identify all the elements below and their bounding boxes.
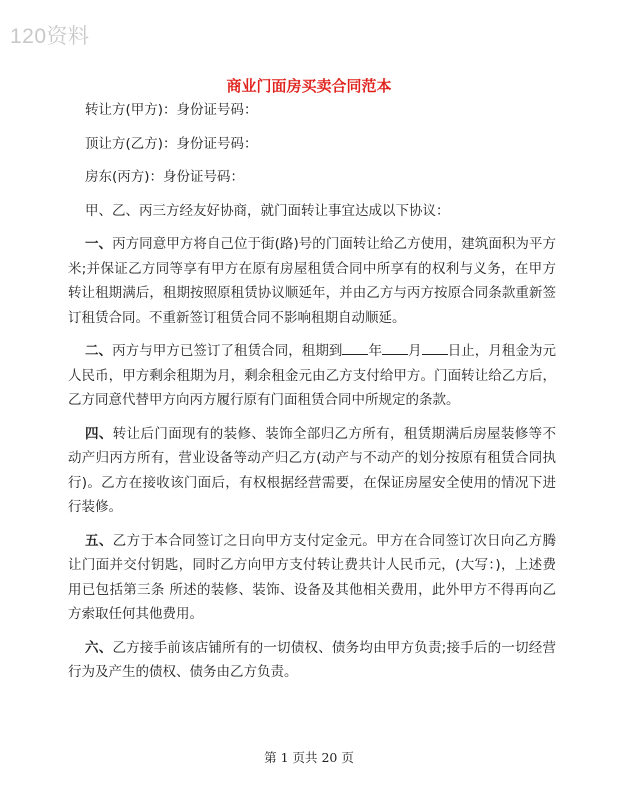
blank-year	[342, 340, 368, 355]
page-footer: 第 1 页共 20 页	[264, 750, 354, 765]
clause-4-text: 转让后门面现有的装修、装饰全部归乙方所有，租赁期满后房屋装修等不动产归丙方所有，营业设备等动产归乙方(动产与不动产的划分按原有租赁合同执行)。乙方在接收该门面后，有权根据经营需要，在保证房屋安全使用的情况下进行装修。	[68, 425, 557, 515]
clause-2-number: 二、	[85, 343, 113, 359]
clause-6	[68, 636, 556, 685]
clause-2	[68, 339, 556, 413]
blank-month	[382, 340, 408, 355]
clause-2-text-b: 年	[368, 343, 383, 359]
clause-2-text-c: 月	[408, 343, 422, 359]
clause-4	[68, 422, 556, 520]
document-title: 商业门面房买卖合同范本	[226, 77, 392, 95]
document-body	[68, 98, 556, 694]
clause-6-number: 六、	[85, 639, 113, 656]
clause-1-text: 丙方同意甲方将自己位于街(路)号的门面转让给乙方使用，建筑面积为平方米;并保证乙方同等享有甲方在原有房屋租赁合同中所享有的权利与义务，在甲方转让租期满后，租期按照原租赁协议顺延年，并由乙方与丙方按原合同条款重新签订租赁合同。不重新签订租赁合同不影响租期自动顺延。	[68, 236, 556, 326]
clause-5-number: 五、	[85, 532, 113, 549]
party-transferor: 转让方(甲方)：身份证号码：	[85, 102, 258, 118]
clause-5	[68, 529, 556, 627]
clause-2-text-d: 日止，月租金为元人民币，甲方剩余租期为月，剩余租金元由乙方支付给甲方。门面转让给乙方后，乙方同意代替甲方向丙方履行原有门面租赁合同中所规定的条款。	[68, 343, 557, 408]
clause-4-number: 四、	[85, 425, 113, 442]
clause-6-text: 乙方接手前该店铺所有的一切债权、债务均由甲方负责;接手后的一切经营行为及产生的债权、债务由乙方负责。	[68, 639, 556, 680]
intro-text: 甲、乙、丙三方经友好协商，就门面转让事宜达成以下协议：	[85, 202, 450, 219]
clause-1	[68, 232, 556, 330]
clause-1-number: 一、	[85, 236, 113, 252]
clause-5-text: 乙方于本合同签订之日向甲方支付定金元。甲方在合同签订次日向乙方腾让门面并交付钥匙，同时乙方向甲方支付转让费共计人民币元，(大写：)，上述费用已包括第三条 所述的装修、装饰、设备及其他相关费用，此外甲方不得再向乙方索取任何其他费用。	[68, 532, 557, 622]
clause-2-text-a: 丙方与甲方已签订了租赁合同，租期到	[112, 343, 343, 359]
party-landlord: 房东(丙方)：身份证号码：	[85, 169, 245, 185]
watermark-logo: 120资料	[10, 25, 90, 48]
party-transferee: 顶让方(乙方)：身份证号码：	[85, 135, 258, 152]
blank-day	[422, 340, 448, 355]
